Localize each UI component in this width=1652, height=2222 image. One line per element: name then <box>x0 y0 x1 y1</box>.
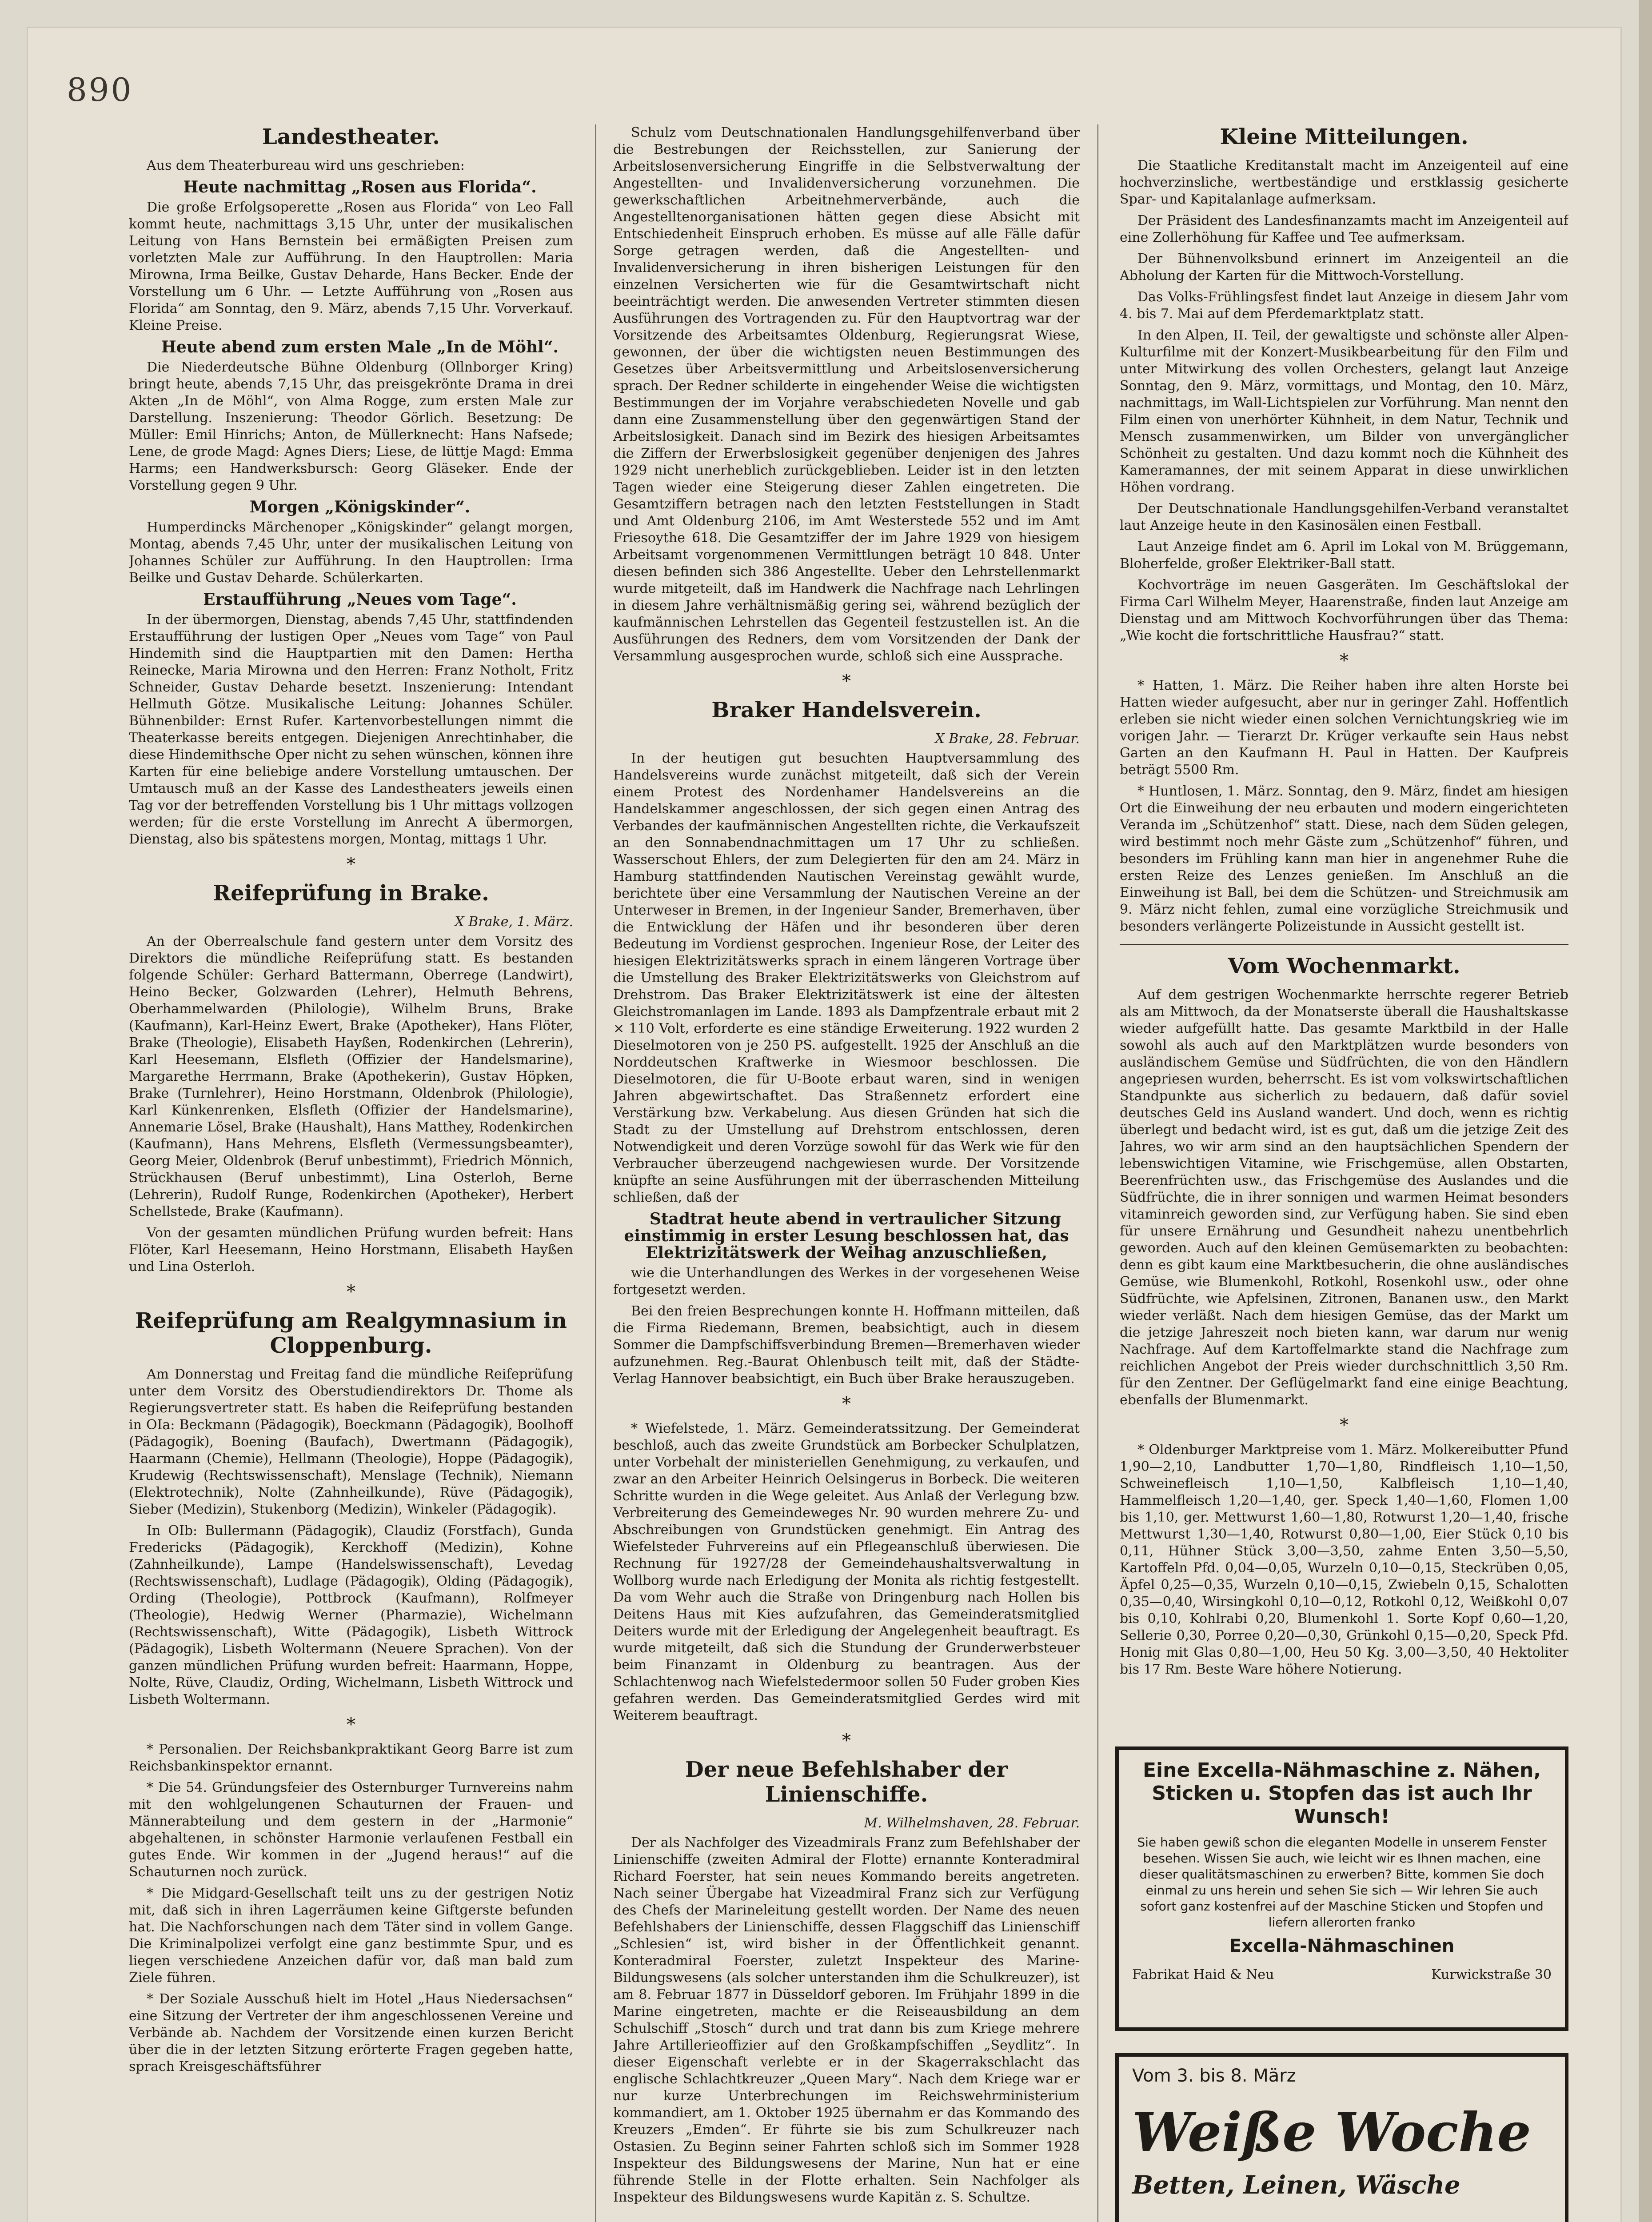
advertisement-excella <box>1115 1746 1568 2031</box>
news-note: * Hatten, 1. März. Die Reiher haben ihre alten Horste bei Hatten wieder aufgesucht, aber nur in geringer Zahl. Hoffentlich erleben sie nicht wieder einen solchen Vernichtungskrieg wie im vorigen Jahr. — Tierarzt Dr. Krüger verkaufte sein Haus nebst Garten an den Kaufmann H. Paul in Hatten. Der Kaufpreis beträgt 5500 Rm. <box>1120 678 1568 778</box>
paragraph: In der übermorgen, Dienstag, abends 7,45 Uhr, stattfindenden Erstaufführung der lustigen Oper „Neues vom Tage“ von Paul Hindemith sind die Hauptpartien mit den Damen: Hertha Reinecke, Maria Mirowna und den Herren: Franz Notholt, Fritz Schneider, Gustav Deharde besetzt. Inszenierung: Intendant Hellmuth Götze. Musikalische Leitung: Johannes Schüler. Bühnenbilder: Ernst Rufer. Kartenvorbestellungen nimmt die Theaterkasse bereits entgegen. Diejenigen Anrechtinhaber, die diese Hindemithsche Oper nicht zu sehen wünschen, können ihre Karten für eine beliebige andere Vorstellung umtauschen. Der Umtausch muß an der Kasse des Landestheaters jeweils einen Tag vor der betreffenden Vorstellung bis 1 Uhr mittags vollzogen werden; für die erste Vorstellung im Anrecht A übermorgen, Dienstag, also bis spätestens morgen, Montag, mittags 1 Uhr. <box>129 612 573 847</box>
column-rule <box>595 124 596 2222</box>
ad-maker: Fabrikat Haid & Neu <box>1132 1967 1274 1982</box>
article-reifepruefung-brake <box>129 881 573 1275</box>
article-title: Der neue Befehlshaber der Linienschiffe. <box>685 1757 1008 1807</box>
subheading: Heute nachmittag „Rosen aus Florida“. <box>183 178 537 196</box>
column-rule <box>1097 124 1098 2222</box>
ad-title: Weiße Woche <box>1132 2101 1531 2164</box>
dateline: X Brake, 1. März. <box>455 914 573 930</box>
article-title: Vom Wochenmarkt. <box>1228 954 1460 979</box>
ad-footer <box>1132 1967 1552 1982</box>
paragraph: Von der gesamten mündlichen Prüfung wurden befreit: Hans Flöter, Karl Heesemann, Heino Horstmann, Elisabeth Hayßen und Lina Osterloh. <box>129 1225 573 1275</box>
paragraph-bold: Stadtrat heute abend in vertraulicher Sitzung einstimmig in erster Lesung beschlossen hat, das Elektrizitätswerk der Weihag anzuschließen, <box>624 1210 1069 1262</box>
paragraph: Die Niederdeutsche Bühne Oldenburg (Ollnborger Kring) bringt heute, abends 7,15 Uhr, das preisgekrönte Drama in drei Akten „In de Möhl“, von Alma Rogge, zum ersten Male zur Darstellung. Inszenierung: Theodor Görlich. Besetzung: De Müller: Emil Hinrichs; Anton, de Müllerknecht: Hans Nafsede; Lene, de grode Magd: Agnes Diers; Liese, de lüttje Magd: Emma Harms; een Handwerksbursch: Georg Gläseker. Ende der Vorstellung gegen 9 Uhr. <box>129 360 573 493</box>
paragraph: Die Staatliche Kreditanstalt macht im Anzeigenteil auf eine hochverzinsliche, wertbeständige und erstklassig gesicherte Spar- und Kapitalanlage aufmerksam. <box>1120 158 1568 207</box>
news-note: * Huntlosen, 1. März. Sonntag, den 9. März, findet am hiesigen Ort die Einweihung der neu erbauten und modern eingerichteten Veranda im „Schützenhof“ statt. Diese, nach dem Süden gelegen, wird bestimmt noch mehr Gäste zum „Schützenhof“ führen, und besonders im Frühling kann man hier in angenehmer Ruhe die ersten Reize des Lenzes genießen. Im Anschluß an die Einweihung ist Ball, bei dem die Schützen- und Streichmusik am 9. März nicht fehlen, zumal eine vorzügliche Streichmusik und besonders verlängerte Polizeistunde in Aussicht gestellt ist. <box>1120 783 1568 934</box>
article-title: Reifeprüfung am Realgymnasium in Cloppenburg. <box>135 1308 567 1358</box>
news-note: * Der Soziale Ausschuß hielt im Hotel „Haus Niedersachsen“ eine Sitzung der Vertreter der ihm angeschlossenen Vereine und Verbände ab. Nachdem der Vorsitzende einen kurzen Bericht über die in der letzten Sitzung erörterte Fragen gegeben hatte, sprach Kreisgeschäftsführer <box>129 1991 573 2074</box>
separator-asterisk: * <box>1340 651 1349 671</box>
divider <box>1120 944 1568 945</box>
dateline: M. Wilhelmshaven, 28. Februar. <box>864 1815 1080 1831</box>
article-title: Reifeprüfung in Brake. <box>213 881 489 906</box>
paragraph: In OIb: Bullermann (Pädagogik), Claudiz (Forstfach), Gunda Fredericks (Pädagogik), Kerckhoff (Medizin), Kohne (Zahnheilkunde), Lampe (Handelswissenschaft), Levedag (Rechtswissenschaft), Ludlage (Pädagogik), Olding (Pädagogik), Ording (Theologie), Pottbrock (Kaufmann), Rolfmeyer (Theologie), Hedwig Werner (Pharmazie), Wichelmann (Rechtswissenschaft), Witte (Pädagogik), Lisbeth Wittrock (Pädagogik), Lisbeth Woltermann (Neuere Sprachen). Von der ganzen mündlichen Prüfung wurden befreit: Haarmann, Hoppe, Nolte, Rüve, Claudiz, Ording, Wichelmann, Lisbeth Wittrock und Lisbeth Woltermann. <box>129 1523 573 1707</box>
page-edge <box>1639 0 1652 2222</box>
ad-body: Sie haben gewiß schon die eleganten Modelle in unserem Fenster besehen. Wissen Sie auch, wie leicht wir es Ihnen machen, eine dieser qualitätsmaschinen zu erwerben? Bitte, kommen Sie doch einmal zu uns herein und sehen Sie sich — Wir lehren Sie auch sofort ganz kostenfrei auf der Maschine Sticken und Stopfen und liefern allerorten franko <box>1137 1835 1547 1930</box>
dateline: X Brake, 28. Februar. <box>935 731 1080 747</box>
article-title: Braker Handelsverein. <box>711 698 982 723</box>
advertisement-weisse-woche <box>1115 2053 1568 2222</box>
column-1 <box>129 124 573 2222</box>
paragraph: Aus dem Theaterbureau wird uns geschrieben: <box>147 158 465 173</box>
paragraph: Der als Nachfolger des Vizeadmirals Franz zum Befehlshaber der Linienschiffe (zweiten Admiral der Flotte) ernannte Konteradmiral Richard Foerster, hat sein neues Kommando bereits angetreten. Nach seiner Übergabe hat Vizeadmiral Franz sich zur Verfügung des Chefs der Marineleitung gestellt worden. Der Name des neuen Befehlshabers der Linienschiffe, dessen Flaggschiff das Linienschiff „Schlesien“ ist, wird bisher in der Öffentlichkeit genannt. Konteradmiral Foerster, zuletzt Inspekteur des Marine-Bildungswesens (als solcher unterstanden ihm die Schulkreuzer), ist am 8. Februar 1877 in Düsseldorf geboren. Im Frühjahr 1899 in die Marine eingetreten, machte er die Reiseausbildung an dem Schulschiff „Stosch“ durch und trat dann bis zum Kriege mehrere Jahre Artillerieoffizier auf den Großkampfschiffen „Seydlitz“. In dieser Eigenschaft verlebte er in der Skagerrakschlacht das englische Schlachtkreuzer „Queen Mary“. Nach dem Kriege war er nur kurze Unterbrechungen im Reichswehrministerium kommandiert, am 1. Oktober 1925 übernahm er das Kommando des Kreuzers „Emden“. Er führte sie bis zum Schulkreuzer nach Ostasien. Zu Beginn seiner Fahrten schloß sich im Sommer 1928 Inspekteur des Bildungswesens der Marine, Nun hat er eine führende Stelle in der Flotte erhalten. Sein Nachfolger als Inspekteur des Bildungswesens wurde Kapitän z. S. Schultze. <box>613 1835 1080 2205</box>
paragraph: Laut Anzeige findet am 6. April im Lokal von M. Brüggemann, Bloherfelde, großer Elektriker-Ball statt. <box>1120 539 1568 571</box>
paragraph: Die große Erfolgsoperette „Rosen aus Florida“ von Leo Fall kommt heute, nachmittags 3,15 Uhr, unter der musikalischen Leitung von Hans Bernstein bei ermäßigten Preisen zum vorletzten Male zur Aufführung. In den Hauptrollen: Maria Mirowna, Irma Beilke, Gustav Deharde, Hans Becker. Ende der Vorstellung um 6 Uhr. — Letzte Aufführung von „Rosen aus Florida“ am Sonntag, den 9. März, abends 7,15 Uhr. Vorverkauf. Kleine Preise. <box>129 200 573 333</box>
paragraph: Das Volks-Frühlingsfest findet laut Anzeige in diesem Jahr vom 4. bis 7. Mai auf dem Pferdemarktplatz statt. <box>1120 289 1568 322</box>
separator-asterisk: * <box>1340 1415 1349 1435</box>
paragraph: wie die Unterhandlungen des Werkes in der vorgesehenen Weise fortgesetzt werden. <box>613 1265 1080 1298</box>
paragraph: An der Oberrealschule fand gestern unter dem Vorsitz des Direktors die mündliche Reifeprüfung statt. Es bestanden folgende Schüler: Gerhard Battermann, Oberrege (Landwirt), Heino Becker, Golzwarden (Lehrer), Helmuth Behrens, Oberhammelwarden (Philologie), Wilhelm Bruns, Brake (Kaufmann), Karl-Heinz Ewert, Brake (Apotheker), Hans Flöter, Brake (Theologie), Elisabeth Hayßen, Rodenkirchen (Lehrerin), Karl Heesemann, Elsfleth (Offizier der Handelsmarine), Margarethe Herrmann, Brake (Apothekerin), Gustav Höpken, Brake (Turnlehrer), Heino Horstmann, Oldenbrok (Philologie), Karl Künkenrenken, Elsfleth (Offizier der Handelsmarine), Annemarie Lösel, Brake (Haushalt), Hans Matthey, Rodenkirchen (Kaufmann), Hans Mehrens, Elsfleth (Vermessungsbeamter), Georg Meier, Oldenbrok (Beruf unbestimmt), Friedrich Mönnich, Strückhausen (Beruf unbestimmt), Lina Osterloh, Berne (Lehrerin), Rudolf Runge, Rodenkirchen (Apotheker), Herbert Schellstede, Brake (Kaufmann). <box>129 934 573 1219</box>
column-3 <box>1120 124 1568 1724</box>
news-note: * Personalien. Der Reichsbankpraktikant Georg Barre ist zum Reichsbankinspektor ernannt. <box>129 1742 573 1774</box>
separator-asterisk: * <box>347 854 355 875</box>
news-note: * Wiefelstede, 1. März. Gemeinderatssitzung. Der Gemeinderat beschloß, auch das zweite Grundstück am Borbecker Schulplatzen, unter Vorbehalt der ministeriellen Genehmigung, zu verkaufen, und zwar an den Arbeiter Heinrich Oelsingerus in Borbeck. Die weiteren Schritte wurden in die Wege geleitet. Aus Anlaß der Verlegung bzw. Verbreiterung des Gemeindeweges Nr. 90 wurden mehrere Zu- und Abschreibungen von Grundstücken genehmigt. Ein Antrag des Wiefelsteder Fuhrvereins auf ein Pflegeanschluß überwiesen. Die Rechnung für 1927/28 der Gemeindehaushaltsverwaltung in Wollborg wurde nach Erledigung der Monita als richtig festgestellt. Da vom Wehr auch die Straße von Dringenburg nach Hollen bis Deitens Haus mit Kies aufzufahren, das Gemeinderatsmitglied Deiters wurde mit der Erledigung der Angelegenheit beauftragt. Es wurde mitgeteilt, daß sich die Stundung der Grunderwerbsteuer beim Finanzamt in Oldenburg zu beantragen. Aus der Schlachtenwog nach Wiefelstedermoor sollen 50 Fuder groben Kies gefahren werden. Das Gemeinderatsmitglied Gerdes wird mit Weiterem beauftragt. <box>613 1421 1080 1723</box>
paragraph: Der Bühnenvolksbund erinnert im Anzeigenteil an die Abholung der Karten für die Mittwoch-Vorstellung. <box>1120 251 1568 284</box>
news-note: * Die Midgard-Gesellschaft teilt uns zu der gestrigen Notiz mit, daß sich in ihren Lagerräumen keine Giftgerste befunden hat. Die Nachforschungen nach dem Täter sind in vollem Gange. Die Kriminalpolizei verfolgt eine ganz bestimmte Spur, und es liegen verschiedene Anzeichen dafür vor, daß man bald zum Ziele führen. <box>129 1886 573 1986</box>
ad-headline: Eine Excella-Nähmaschine z. Nähen, Sticken u. Stopfen das ist auch Ihr Wunsch! <box>1142 1759 1541 1828</box>
separator-asterisk: * <box>347 1282 355 1302</box>
market-prices: * Oldenburger Marktpreise vom 1. März. Molkereibutter Pfund 1,90—2,10, Landbutter 1,70—1,80, Rindfleisch 1,10—1,50, Schweinefleisch 1,10—1,50, Kalbfleisch 1,10—1,40, Hammelfleisch 1,20—1,40, ger. Speck 1,40—1,60, Flomen 1,00 bis 1,10, ger. Mettwurst 1,60—1,80, Rotwurst 1,20—1,40, frische Mettwurst 1,30—1,40, Rotwurst 0,80—1,00, Eier Stück 0,10 bis 0,11, Hühner Stück 3,00—3,50, zahme Enten 3,50—5,50, Kartoffeln Pfd. 0,04—0,05, Wurzeln 0,10—0,15, Steckrüben 0,05, Äpfel 0,25—0,35, Wurzeln 0,10—0,15, Zwiebeln 0,15, Schalotten 0,35—0,40, Wirsingkohl 0,10—0,12, Rotkohl 0,12, Weißkohl 0,07 bis 0,10, Kohlrabi 0,20, Blumenkohl 1. Sorte Kopf 0,60—1,20, Sellerie 0,30, Porree 0,20—0,30, Grünkohl 0,15—0,20, Speck Pfd. Honig mit Glas 0,80—1,00, Heu 50 Kg. 3,00—3,50, 40 Hektoliter bis 17 Rm. Beste Ware höhere Notierung. <box>1120 1442 1568 1677</box>
paragraph: Am Donnerstag und Freitag fand die mündliche Reifeprüfung unter dem Vorsitz des Oberstudiendirektors Dr. Thome als Regierungsvertreter statt. Es haben die Reifeprüfung bestanden in OIa: Beckmann (Pädagogik), Boeckmann (Pädagogik), Boolhoff (Pädagogik), Boening (Baufach), Dwertmann (Pädagogik), Haarmann (Chemie), Hellmann (Theologie), Hoppe (Pädagogik), Krudewig (Rechtswissenschaft), Menslage (Technik), Niemann (Elektrotechnik), Nolte (Zahnheilkunde), Rüve (Pädagogik), Sieber (Medizin), Stukenborg (Medizin), Winkeler (Pädagogik). <box>129 1367 573 1517</box>
separator-asterisk: * <box>842 1394 851 1414</box>
ad-brand: Excella-Nähmaschinen <box>1229 1936 1455 1956</box>
article-title: Landestheater. <box>262 124 440 149</box>
separator-asterisk: * <box>347 1714 355 1735</box>
article-landestheater <box>129 124 573 848</box>
paragraph: Kochvorträge im neuen Gasgeräten. Im Geschäftslokal der Firma Carl Wilhelm Meyer, Haarenstraße, finden laut Anzeige am Dienstag und am Mittwoch Kochvorführungen über das Thema: „Wie kocht die fortschrittliche Hausfrau?“ statt. <box>1120 577 1568 643</box>
subheading: Heute abend zum ersten Male „In de Möhl“. <box>161 338 559 356</box>
paragraph: In der heutigen gut besuchten Hauptversammlung des Handelsvereins wurde zunächst mitgeteilt, daß sich der Verein einem Protest des Nordenhamer Handelsvereins an die Handelskammer angeschlossen, der sich gegen einen Antrag des Verbandes der kaufmännischen Angestellten richte, die Verkaufszeit an den Sonnabendnachmittagen um 17 Uhr zu schließen. Wasserschout Ehlers, der zum Delegierten für den am 24. März in Hamburg stattfindenden Nautischen Vereinstag gewählt wurde, berichtete über eine Versammlung der Nautischen Vereine an der Unterweser in Bremen, in der Ingenieur Sander, Bremerhaven, über die Entwicklung der Häfen und ihr besonderen über deren Bedeutung im Vordienst gesprochen. Ingenieur Rose, der Leiter des hiesigen Elektrizitätswerks sprach in einem längeren Vortrage über die Umstellung des Braker Elektrizitätswerks von Gleichstrom auf Drehstrom. Das Braker Elektrizitätswerk ist eine der ältesten Gleichstromanlagen im Lande. 1893 als Dampfzentrale erbaut mit 2 × 110 Volt, erforderte es eine ständige Erweiterung. 1922 wurden 2 Dieselmotoren von je 250 PS. aufgestellt. 1925 der Anschluß an die Norddeutschen Kraftwerke in Wiesmoor beschlossen. Die Dieselmotoren, die für U-Boote erbaut waren, sind in wenigen Jahren abgewirtschaftet. Das Straßennetz erfordert eine Verstärkung bzw. Verkabelung. Aus diesen Gründen hat sich die Stadt zu der Umstellung auf Drehstrom entschlossen, deren Notwendigkeit und deren Vorzüge sowohl für das Werk wie für den Verbraucher überzeugend nachgewiesen wurde. Der Vorsitzende knüpfte an seine Ausführungen mit der überraschenden Mitteilung schließen, daß der <box>613 751 1080 1205</box>
subheading: Morgen „Königskinder“. <box>249 498 471 516</box>
subheading: Erstaufführung „Neues vom Tage“. <box>203 590 517 609</box>
paragraph: Humperdincks Märchenoper „Königskinder“ gelangt morgen, Montag, abends 7,45 Uhr, unter der musikalischen Leitung von Johannes Schüler zur Aufführung. In den Hauptrollen: Irma Beilke und Gustav Deharde. Schülerkarten. <box>129 520 573 586</box>
paragraph: Der Deutschnationale Handlungsgehilfen-Verband veranstaltet laut Anzeige heute in den Kasinosälen einen Festball. <box>1120 501 1568 533</box>
separator-asterisk: * <box>842 1730 851 1751</box>
paragraph: Bei den freien Besprechungen konnte H. Hoffmann mitteilen, daß die Firma Riedemann, Bremen, beabsichtigt, auch in diesem Sommer die Dampfschiffsverbindung Bremen—Bremerhaven wieder aufzunehmen. Reg.-Baurat Ohlenbusch teilt mit, daß der Städte-Verlag Hannover beabsichtigt, ein Buch über Brake herauszugeben. <box>613 1303 1080 1387</box>
page-number: 890 <box>67 71 133 108</box>
column-2 <box>613 124 1080 2222</box>
ad-dates: Vom 3. bis 8. März <box>1132 2066 1296 2086</box>
ad-address: Kurwickstraße 30 <box>1431 1967 1552 1982</box>
ad-subtitle: Betten, Leinen, Wäsche <box>1132 2170 1460 2200</box>
paragraph: Schulz vom Deutschnationalen Handlungsgehilfenverband über die Bestrebungen der Reichsstellen, zur Sanierung der Arbeitslosenversicherung Eingriffe in die Selbstverwaltung der Angestellten- und Invalidenversicherung vorzunehmen. Die gewerkschaftlichen Arbeitnehmerverbände, auch die Angestelltenorganisationen hätten gegen diese Absicht mit Entschiedenheit Einspruch erhoben. Es müsse auf alle Fälle dafür Sorge getragen werden, daß die Angestellten- und Invalidenversicherung in ihren bisherigen Leistungen für den einzelnen Versicherten wie für die Gesamtwirtschaft nicht beeinträchtigt werden. Die anwesenden Vertreter stimmten diesen Ausführungen des Vortragenden zu. Für den Hauptvortrag war der Vorsitzende des Arbeitsamtes Oldenburg, Regierungsrat Wiese, gewonnen, der über die wichtigsten neuen Bestimmungen des Gesetzes über Arbeitsvermittlung und Arbeitslosenversicherung sprach. Der Redner schilderte in eingehender Weise die wichtigsten Bestimmungen der im Vorjahre verabschiedeten Novelle und gab dann eine Zusammenstellung über den gegenwärtigen Stand der Arbeitslosigkeit. Danach sind im Bezirk des hiesigen Arbeitsamtes die Ziffern der Erwerbslosigkeit gegenüber denjenigen des Jahres 1929 nicht unerheblich zurückgeblieben. Leider ist in den letzten Tagen wieder eine Steigerung dieser Zahlen eingetreten. Die Gesamtziffern betragen nach den letzten Feststellungen in Stadt und Amt Oldenburg 2106, im Amt Westerstede 552 und im Amt Friesoythe 618. Die Gesamtziffer der im Jahre 1929 von hiesigem Arbeitsamt vorgenommenen Vermittlungen beträgt 10 848. Unter diesen befinden sich 386 Angestellte. Ueber den Lehrstellenmarkt wurde mitgeteilt, daß im Handwerk die Nachfrage nach Lehrlingen in diesem Jahre verhältnismäßig gering sei, während bezüglich der kaufmännischen Lehrstellen das Gegenteil festzustellen ist. An die Ausführungen des Redners, dem vom Vorsitzenden der Dank der Versammlung ausgesprochen wurde, schloß sich eine Aussprache. <box>613 125 1080 664</box>
article-wochenmarkt <box>1120 954 1568 1678</box>
article-reifepruefung-cloppenburg <box>129 1308 573 1708</box>
article-befehlshaber <box>613 1757 1080 2206</box>
article-kleine-mitteilungen <box>1120 124 1568 644</box>
news-note: * Die 54. Gründungsfeier des Osternburger Turnvereins nahm mit den wohlgelungenen Schauturnen der Frauen- und Männerabteilung und dem gestern in der „Harmonie“ abgehaltenen, in schönster Harmonie verlaufenen Festball ein gutes Ende. Wir kommen in der „Jugend heraus!“ auf die Schauturnen noch zurück. <box>129 1780 573 1880</box>
paragraph: Der Präsident des Landesfinanzamts macht im Anzeigenteil auf eine Zollerhöhung für Kaffee und Tee aufmerksam. <box>1120 213 1568 245</box>
paragraph: Auf dem gestrigen Wochenmarkte herrschte regerer Betrieb als am Mittwoch, da der Monatserste überall die Haushaltskasse wieder aufgefüllt hatte. Das gesamte Marktbild in der Halle sowohl als auch auf den Marktplätzen wurde besonders von ausländischem Gemüse und Südfrüchten, die von den Händlern angepriesen wurden, beherrscht. Es ist vom volkswirtschaftlichen Standpunkte aus sicherlich zu bedauern, daß dafür soviel deutsches Geld ins Ausland wandert. Und doch, wenn es richtig überlegt und bedacht wird, ist es gut, daß um die jetzige Zeit des Jahres, wo wir arm sind an den hauptsächlichen Spendern der lebenswichtigen Vitamine, wie Frischgemüse, allen Obstarten, Beerenfrüchten usw., das Frischgemüse des Auslandes und die Südfrüchte, die in ihrer sonnigen und warmen Heimat besonders vitaminreich geworden sind, zur Verfügung haben. Sie sind eben für unsere Ernährung und Gesundheit nahezu unentbehrlich geworden. Auch auf den kleinen Gemüsemarkten zu beobachten: denn es gibt kaum eine Marktbesucherin, die ohne ausländisches Gemüse, wie Blumenkohl, Rotkohl, Rosenkohl usw., oder ohne Südfrüchte, wie Apfelsinen, Zitronen, Bananen usw., den Markt wieder verläßt. Nach dem hiesigen Gemüse, das der Markt um die jetzige Jahreszeit noch bieten kann, war darum nur wenig Nachfrage. Auf dem Kartoffelmarkte stand die Nachfrage zum reichlichen Angebot der Preis wieder durchschnittlich 3,50 Rm. für den Zentner. Der Geflügelmarkt fand eine einige Beachtung, ebenfalls der Blumenmarkt. <box>1120 987 1568 1408</box>
article-title: Kleine Mitteilungen. <box>1220 124 1468 149</box>
paragraph: In den Alpen, II. Teil, der gewaltigste und schönste aller Alpen-Kulturfilme mit der Konzert-Musikbearbeitung für den Film und unter Mitwirkung des vollen Orchesters, gelangt laut Anzeige Sonntag, den 9. März, vormittags, und Montag, den 10. März, nachmittags, im Wall-Lichtspielen zur Vorführung. Man nennt den Film einen von unerhörter Kühnheit, in dem Natur, Technik und Mensch zusammenwirken, um Bilder von unvergänglicher Schönheit zu gestalten. Und dazu kommt noch die Kühnheit des Kameramannes, der mit seinem Apparat in diese unwirklichen Höhen vordrang. <box>1120 328 1568 495</box>
separator-asterisk: * <box>842 671 851 691</box>
article-braker-handelsverein <box>613 698 1080 1387</box>
